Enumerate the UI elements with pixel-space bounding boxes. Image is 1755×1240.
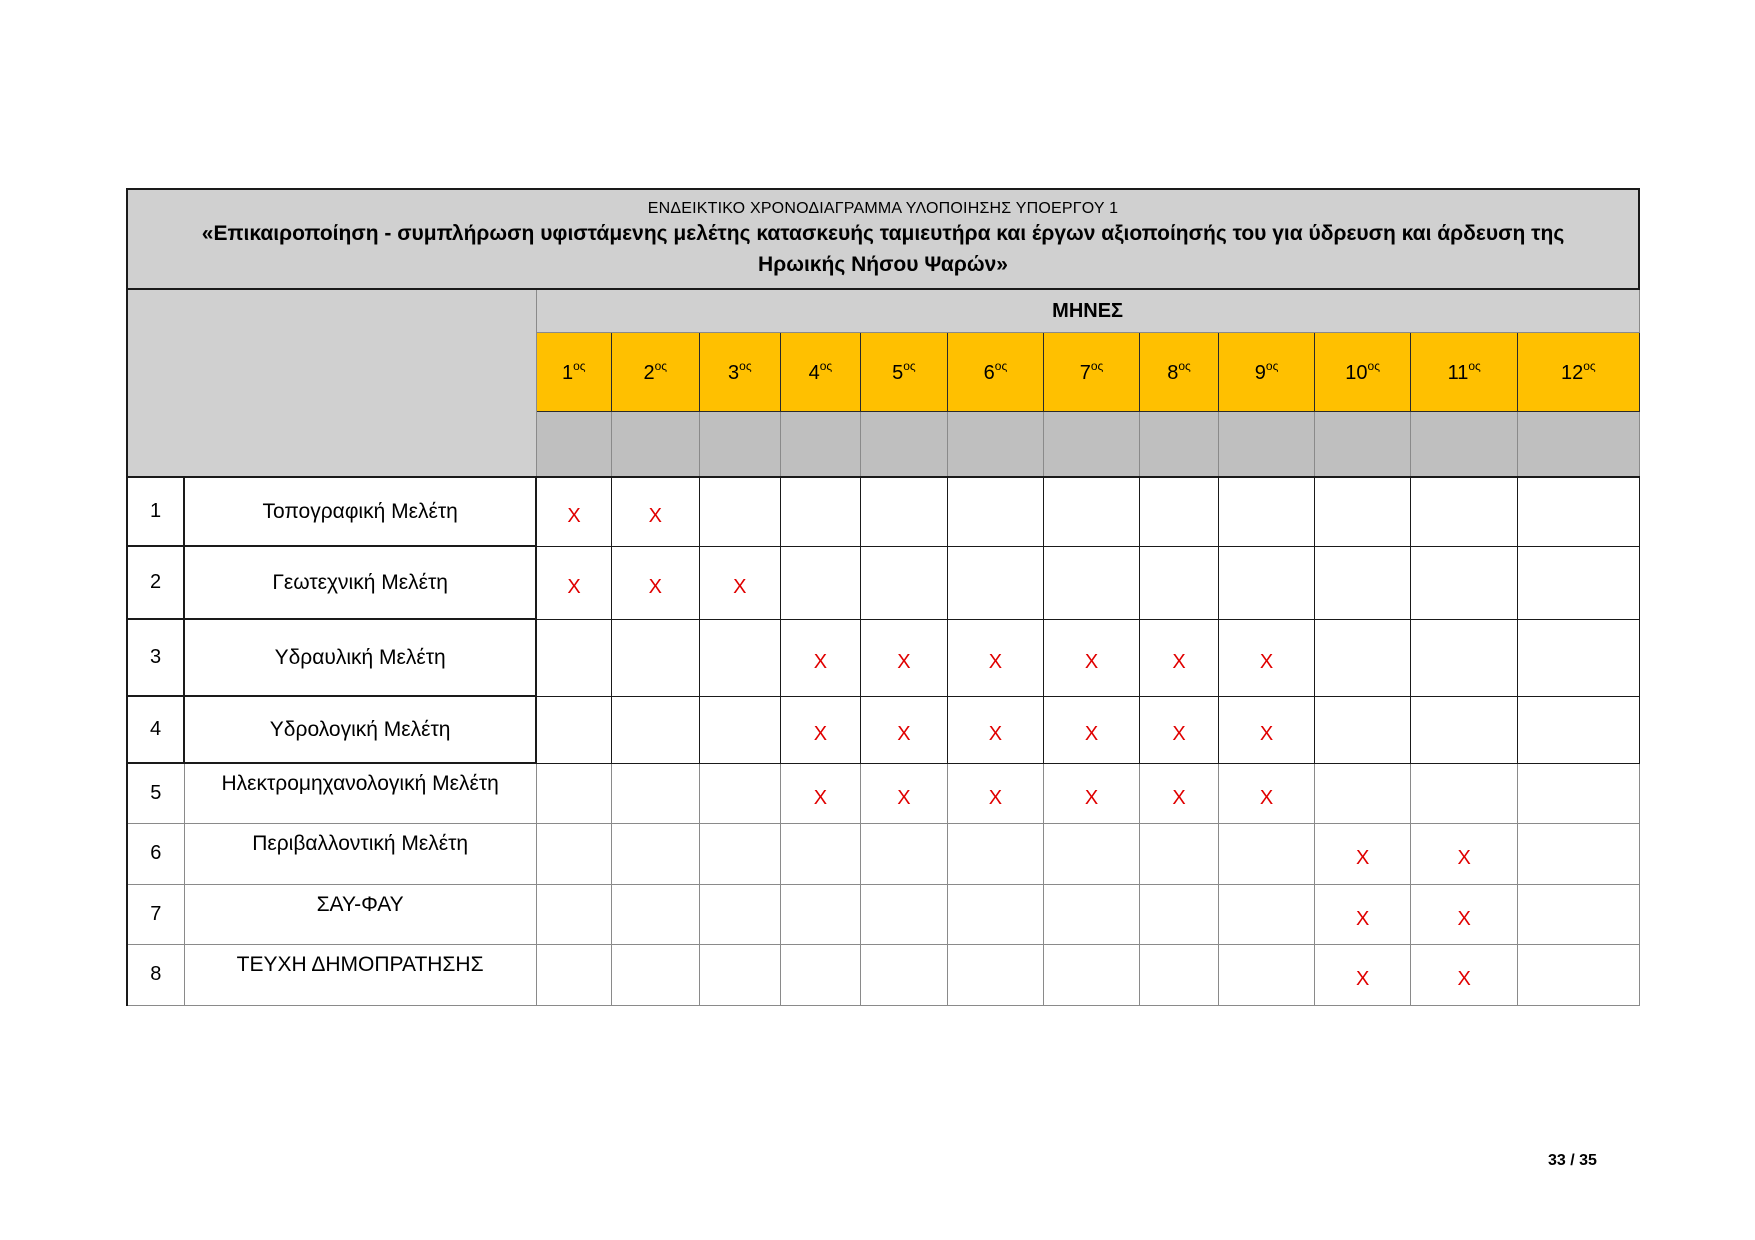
schedule-cell <box>947 546 1043 619</box>
schedule-mark: X <box>1411 884 1518 944</box>
schedule-cell <box>611 944 699 1005</box>
month-ordinal-suffix: ος <box>573 359 586 373</box>
schedule-cell <box>699 944 780 1005</box>
task-number: 8 <box>127 944 184 1005</box>
schedule-cell <box>1219 477 1315 546</box>
month-number: 11 <box>1447 362 1469 384</box>
schedule-mark: X <box>1315 823 1411 884</box>
month-spacer-cell <box>860 412 947 478</box>
schedule-cell <box>699 763 780 823</box>
month-ordinal-suffix: ος <box>819 359 833 373</box>
task-row <box>127 823 1639 884</box>
schedule-cell <box>611 763 699 823</box>
schedule-mark: X <box>1219 619 1315 696</box>
task-number: 1 <box>127 477 184 546</box>
schedule-cell <box>1140 823 1219 884</box>
schedule-mark: X <box>780 696 860 763</box>
schedule-mark: X <box>1411 944 1518 1005</box>
month-number: 4 <box>808 362 820 384</box>
month-number: 12 <box>1560 362 1584 384</box>
schedule-cell <box>1140 546 1219 619</box>
project-title-line2: Ηρωικής Νήσου Ψαρών» <box>758 253 1008 276</box>
schedule-cell <box>1219 944 1315 1005</box>
schedule-cell <box>780 944 860 1005</box>
schedule-mark: X <box>1219 763 1315 823</box>
month-3 <box>699 333 780 412</box>
month-1 <box>536 333 611 412</box>
month-7 <box>1043 333 1139 412</box>
schedule-cell <box>1518 823 1639 884</box>
task-number: 2 <box>127 546 184 619</box>
schedule-cell <box>860 823 947 884</box>
schedule-cell <box>699 619 780 696</box>
month-10 <box>1315 333 1411 412</box>
months-header: ΜΗΝΕΣ <box>536 289 1639 333</box>
schedule-cell <box>780 884 860 944</box>
month-ordinal-suffix: ος <box>1265 359 1279 373</box>
schedule-mark: X <box>947 619 1043 696</box>
schedule-cell <box>699 884 780 944</box>
schedule-mark: X <box>947 763 1043 823</box>
task-number: 4 <box>127 696 184 763</box>
month-4 <box>780 333 860 412</box>
schedule-mark: X <box>611 546 699 619</box>
month-11 <box>1411 333 1518 412</box>
task-number: 3 <box>127 619 184 696</box>
task-row <box>127 763 1639 823</box>
month-ordinal-suffix: ος <box>1468 359 1481 373</box>
schedule-cell <box>1043 884 1139 944</box>
schedule-cell <box>1140 477 1219 546</box>
schedule-cell <box>1518 696 1639 763</box>
month-spacer-cell <box>947 412 1043 478</box>
month-spacer-cell <box>1219 412 1315 478</box>
month-ordinal-suffix: ος <box>1090 359 1104 373</box>
schedule-cell <box>536 619 611 696</box>
month-spacer-cell <box>536 412 611 478</box>
schedule-cell <box>1518 944 1639 1005</box>
schedule-cell <box>780 546 860 619</box>
schedule-cell <box>1518 763 1639 823</box>
schedule-cell <box>1411 546 1518 619</box>
schedule-table <box>126 188 1640 1006</box>
schedule-mark: X <box>860 696 947 763</box>
header-corner <box>127 289 536 477</box>
month-number: 6 <box>983 362 995 384</box>
month-spacer-cell <box>780 412 860 478</box>
month-12 <box>1518 333 1639 412</box>
schedule-mark: X <box>1219 696 1315 763</box>
task-number: 6 <box>127 823 184 884</box>
schedule-cell <box>536 823 611 884</box>
schedule-cell <box>1140 944 1219 1005</box>
month-ordinal-suffix: ος <box>654 359 668 373</box>
schedule-cell <box>699 696 780 763</box>
month-5 <box>860 333 947 412</box>
schedule-cell <box>860 546 947 619</box>
schedule-cell <box>1219 884 1315 944</box>
schedule-mark: X <box>1411 823 1518 884</box>
task-name: Ηλεκτρομηχανολογική Μελέτη <box>184 763 536 823</box>
schedule-mark: X <box>947 696 1043 763</box>
month-number: 5 <box>892 362 904 384</box>
task-row <box>127 546 1639 619</box>
task-row <box>127 619 1639 696</box>
schedule-mark: X <box>1140 619 1219 696</box>
month-ordinal-suffix: ος <box>903 359 916 373</box>
schedule-cell <box>536 884 611 944</box>
schedule-cell <box>1518 546 1639 619</box>
schedule-mark: X <box>1140 763 1219 823</box>
month-9 <box>1219 333 1315 412</box>
task-name: ΤΕΥΧΗ ΔΗΜΟΠΡΑΤΗΣΗΣ <box>184 944 536 1005</box>
schedule-cell <box>1315 619 1411 696</box>
schedule-mark: X <box>1140 696 1219 763</box>
month-spacer-cell <box>1315 412 1411 478</box>
schedule-mark: X <box>1315 884 1411 944</box>
schedule-cell <box>1518 884 1639 944</box>
schedule-mark: X <box>860 619 947 696</box>
table-title <box>127 189 1639 289</box>
schedule-cell <box>947 477 1043 546</box>
task-name: Υδραυλική Μελέτη <box>184 619 536 696</box>
month-number: 8 <box>1167 362 1179 384</box>
month-6 <box>947 333 1043 412</box>
task-row <box>127 696 1639 763</box>
schedule-mark: X <box>536 546 611 619</box>
schedule-cell <box>860 944 947 1005</box>
schedule-cell <box>1518 477 1639 546</box>
schedule-cell <box>1043 546 1139 619</box>
page-number: 33 / 35 <box>1548 1152 1597 1169</box>
schedule-cell <box>611 823 699 884</box>
task-name: Γεωτεχνική Μελέτη <box>184 546 536 619</box>
schedule-cell <box>947 884 1043 944</box>
schedule-mark: X <box>611 477 699 546</box>
month-number: 9 <box>1254 362 1266 384</box>
task-row <box>127 944 1639 1005</box>
schedule-cell <box>1315 477 1411 546</box>
schedule-mark: X <box>860 763 947 823</box>
schedule-mark: X <box>536 477 611 546</box>
schedule-cell <box>1411 763 1518 823</box>
schedule-mark: X <box>780 763 860 823</box>
schedule-cell <box>536 763 611 823</box>
schedule-cell <box>947 944 1043 1005</box>
schedule-mark: X <box>1043 696 1139 763</box>
month-spacer-cell <box>1043 412 1139 478</box>
month-8 <box>1140 333 1219 412</box>
schedule-mark: X <box>1315 944 1411 1005</box>
schedule-cell <box>1043 944 1139 1005</box>
schedule-cell <box>780 823 860 884</box>
schedule-cell <box>1411 477 1518 546</box>
schedule-pretitle: ΕΝΔΕΙΚΤΙΚΟ ΧΡΟΝΟΔΙΑΓΡΑΜΜΑ ΥΛΟΠΟΙΗΣΗΣ ΥΠΟΕΡΓΟΥ 1 <box>647 200 1119 217</box>
month-ordinal-suffix: ος <box>994 359 1008 373</box>
month-spacer-cell <box>1518 412 1639 478</box>
month-spacer-cell <box>611 412 699 478</box>
schedule-cell <box>1411 619 1518 696</box>
task-name: ΣΑΥ-ΦΑΥ <box>184 884 536 944</box>
task-number: 7 <box>127 884 184 944</box>
task-name: Περιβαλλοντική Μελέτη <box>184 823 536 884</box>
schedule-cell <box>780 477 860 546</box>
task-name: Τοπογραφική Μελέτη <box>184 477 536 546</box>
schedule-cell <box>1043 823 1139 884</box>
schedule-cell <box>1315 696 1411 763</box>
month-ordinal-suffix: ος <box>1178 359 1191 373</box>
schedule-cell <box>611 696 699 763</box>
schedule-cell <box>536 944 611 1005</box>
month-spacer-cell <box>1140 412 1219 478</box>
schedule-cell <box>860 477 947 546</box>
schedule-cell <box>1315 546 1411 619</box>
schedule-cell <box>1219 546 1315 619</box>
task-row <box>127 477 1639 546</box>
month-ordinal-suffix: ος <box>1583 359 1596 373</box>
schedule-mark: X <box>1043 763 1139 823</box>
schedule-cell <box>536 696 611 763</box>
schedule-cell <box>611 619 699 696</box>
project-title-line1: «Επικαιροποίηση - συμπλήρωση υφιστάμενης μελέτης κατασκευής ταμιευτήρα και έργων αξιοποίησής του για ύδρευση και άρδευση της <box>201 222 1565 245</box>
schedule-cell <box>699 477 780 546</box>
month-number: 2 <box>643 362 655 384</box>
month-number: 10 <box>1345 362 1368 384</box>
month-spacer-cell <box>699 412 780 478</box>
task-name: Υδρολογική Μελέτη <box>184 696 536 763</box>
schedule-cell <box>1518 619 1639 696</box>
schedule-cell <box>1140 884 1219 944</box>
month-number: 1 <box>561 362 574 384</box>
schedule-cell <box>1219 823 1315 884</box>
month-ordinal-suffix: ος <box>1367 359 1380 373</box>
month-2 <box>611 333 699 412</box>
schedule-mark: X <box>780 619 860 696</box>
schedule-mark: X <box>1043 619 1139 696</box>
schedule-cell <box>1315 763 1411 823</box>
schedule-cell <box>860 884 947 944</box>
month-number: 7 <box>1079 362 1091 384</box>
schedule-cell <box>1043 477 1139 546</box>
schedule-mark: X <box>699 546 780 619</box>
month-number: 3 <box>728 362 740 384</box>
month-spacer-cell <box>1411 412 1518 478</box>
schedule-cell <box>947 823 1043 884</box>
schedule-cell <box>699 823 780 884</box>
month-ordinal-suffix: ος <box>739 359 752 373</box>
task-row <box>127 884 1639 944</box>
schedule-cell <box>611 884 699 944</box>
task-number: 5 <box>127 763 184 823</box>
schedule-cell <box>1411 696 1518 763</box>
